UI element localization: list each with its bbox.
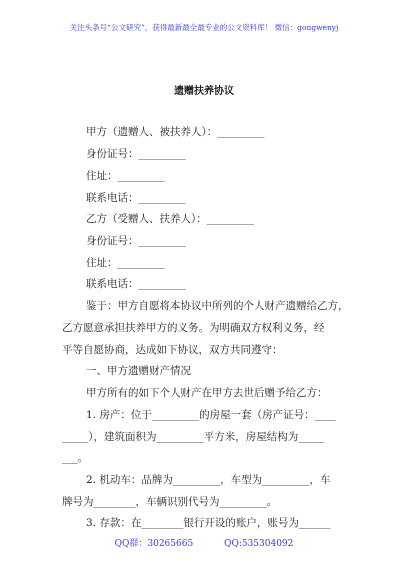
- preamble-line-2: 乙方愿意承担扶养甲方的义务。为明确双方权利义务，经: [62, 322, 325, 334]
- section-intro: 甲方所有的如下个人财产在甲方去世后赠予给乙方：: [86, 387, 328, 399]
- preamble-line-3: 平等自愿协商，达成如下协议，双方共同遵守：: [62, 344, 283, 356]
- item-house-line-2: _____），建筑面积为_________平方米，房屋结构为_____: [62, 431, 325, 443]
- item-vehicle-line-2: 牌号为________，车辆识别代号为_________。: [62, 496, 278, 508]
- party-b-id-line: 身份证号：_________: [86, 235, 186, 247]
- footer-note: [0, 536, 408, 549]
- item-deposit-line-1: 3. 存款：在________银行开设的账户，账号为______: [86, 517, 331, 529]
- party-b-phone-line: 联系电话：_________: [86, 278, 186, 290]
- party-b-line: 乙方（受赠人、扶养人）：_________: [86, 213, 254, 225]
- party-a-id-line: 身份证号：_________: [86, 148, 186, 160]
- footer-qq-number: QQ:535304092: [224, 539, 294, 549]
- preamble-line-1: 鉴于：甲方自愿将本协议中所列的个人财产遗赠给乙方，: [86, 300, 349, 312]
- party-a-address-line: 住址：_________: [86, 170, 165, 182]
- document-title: 遗赠扶养协议: [174, 86, 234, 97]
- party-a-line: 甲方（遗赠人、被扶养人）：_________: [86, 126, 265, 138]
- item-house-line-1: 1. 房产：位于_________的房屋一套（房产证号：____: [86, 409, 336, 421]
- item-house-line-3: ___。: [62, 452, 89, 464]
- item-vehicle-line-1: 2. 机动车：品牌为_________，车型为_________，车: [86, 474, 331, 486]
- party-b-address-line: 住址：_________: [86, 257, 165, 269]
- header-note: 关注头条号“公文研究”，获得最新最全最专业的公文资料库！ 微信：gongwenyj: [69, 23, 339, 32]
- section-heading: 一、甲方遗赠财产情况: [86, 365, 191, 377]
- party-a-phone-line: 联系电话：_________: [86, 192, 186, 204]
- footer-qq-group: QQ群：30265665: [114, 539, 194, 549]
